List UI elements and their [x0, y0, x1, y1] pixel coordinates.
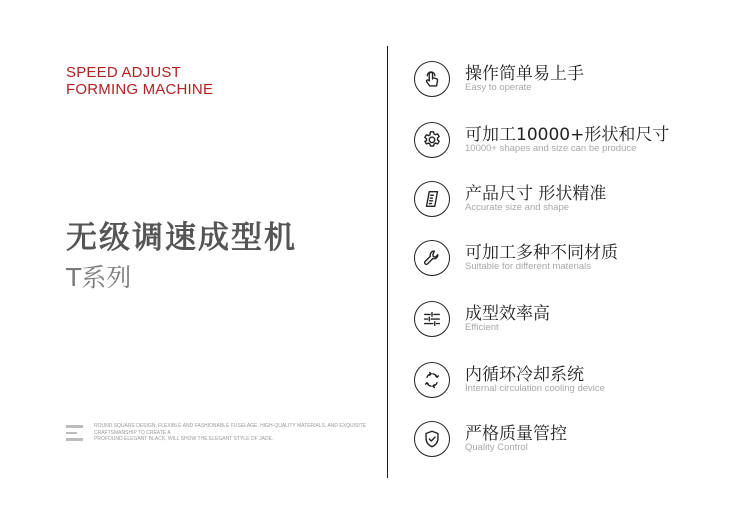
brand-line-2: FORMING MACHINE — [66, 81, 214, 98]
brand-english — [66, 64, 213, 98]
touch-icon — [414, 61, 450, 97]
feature-quality-control — [414, 421, 734, 461]
feature-title: 严格质量管控 — [465, 424, 567, 444]
sliders-icon — [414, 301, 450, 337]
vertical-divider — [387, 46, 388, 478]
feature-accurate-size — [414, 181, 734, 221]
footer-line-1: ROUND SQUARE DESIGN, FLEXIBLE AND FASHIONABLE FUSELAGE, HIGH-QUALITY MATERIALS, AND EXQUISITE — [94, 423, 367, 429]
feature-title: 操作简单易上手 — [465, 64, 584, 84]
feature-cooling — [414, 362, 734, 402]
page-title: 无级调速成型机 — [66, 220, 297, 256]
feature-title: 内循环冷却系统 — [465, 365, 584, 385]
feature-efficient — [414, 301, 734, 341]
shield-check-icon — [414, 421, 450, 457]
feature-shapes-sizes — [414, 122, 734, 162]
footer-line-2: CRAFTSMANSHIP TO CREATE A — [94, 429, 171, 436]
cooling-cycle-icon — [414, 362, 450, 398]
feature-subtitle: Suitable for different materials — [465, 261, 592, 272]
feature-title: 可加工多种不同材质 — [465, 243, 618, 263]
feature-easy-operate — [414, 61, 734, 101]
feature-subtitle: Accurate size and shape — [465, 202, 570, 213]
feature-materials — [414, 240, 734, 280]
feature-subtitle: Quality Control — [465, 442, 528, 453]
lines-logo-icon — [66, 424, 83, 442]
feature-subtitle: Internal circulation cooling device — [465, 383, 605, 394]
wrench-icon — [414, 240, 450, 276]
brand-line-1: SPEED ADJUST — [66, 64, 181, 81]
feature-title: 可加工10000+形状和尺寸 — [465, 125, 670, 145]
feature-title: 成型效率高 — [465, 304, 550, 324]
footer-line-3: PROFOUND ELEGANT BLACK, WILL SHOW THE ELEGANT STYLE OF JADE. — [94, 436, 274, 442]
feature-subtitle: Efficient — [465, 322, 499, 333]
feature-title: 产品尺寸 形状精准 — [465, 184, 607, 204]
footer-description — [94, 423, 366, 443]
feature-subtitle: Easy to operate — [465, 82, 532, 93]
series-subtitle: T系列 — [66, 263, 132, 292]
gear-icon — [414, 122, 450, 158]
ruler-icon — [414, 181, 450, 217]
feature-subtitle: 10000+ shapes and size can be produce — [465, 143, 637, 154]
